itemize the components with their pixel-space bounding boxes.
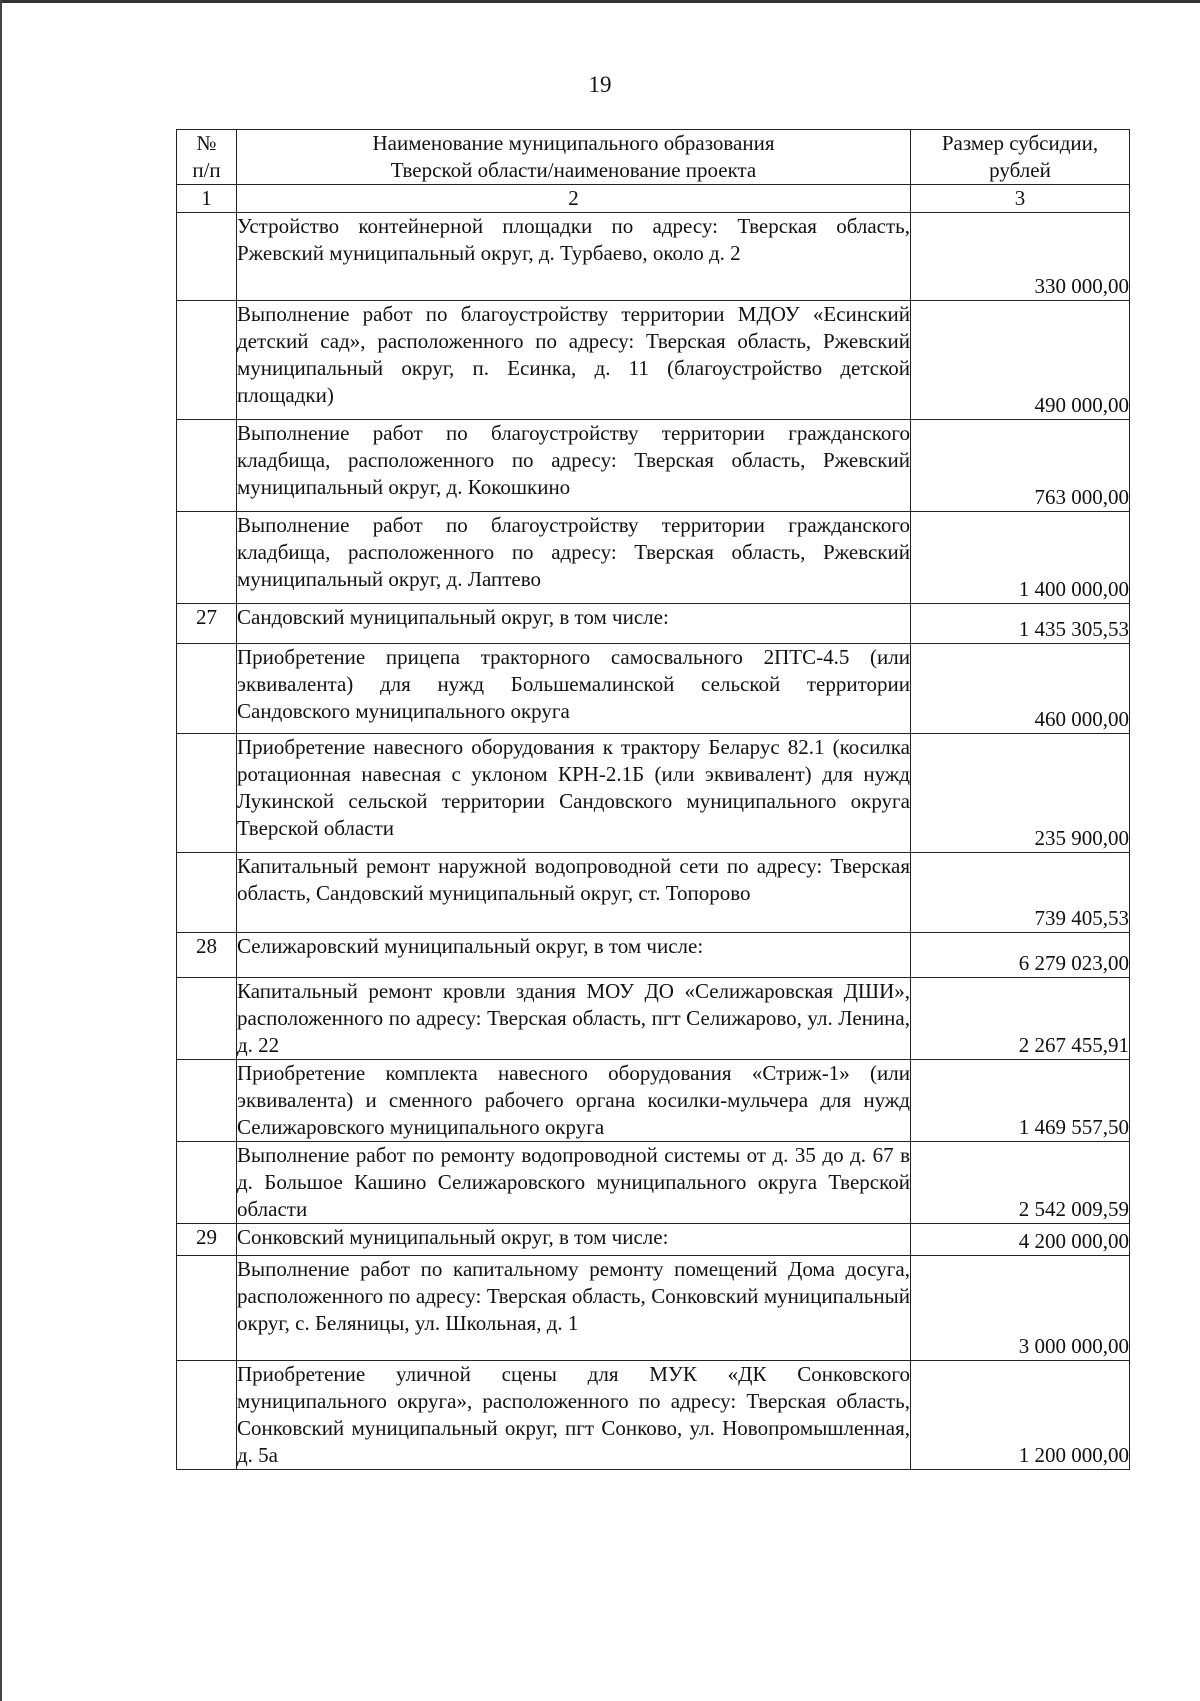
column-index-3: 3 [911, 185, 1130, 213]
row-amount: 2 267 455,91 [911, 978, 1130, 1060]
row-name: Выполнение работ по благоустройству территории МДОУ «Есинский детский сад», расположенного по адресу: Тверская область, Ржевский муниципальный округ, п. Есинка, д. 11 (благоустройство детской площадки) [237, 301, 911, 420]
row-amount: 1 200 000,00 [911, 1361, 1130, 1470]
row-number: 27 [177, 604, 237, 644]
row-amount: 1 435 305,53 [911, 604, 1130, 644]
row-number [177, 734, 237, 853]
row-name: Приобретение прицепа тракторного самосвального 2ПТС-4.5 (или эквивалента) для нужд Большемалинской сельской территории Сандовского муниципального округа [237, 644, 911, 734]
header-name-line2: Тверской области/наименование проекта [390, 158, 757, 182]
header-amount-line2: рублей [989, 158, 1051, 182]
header-number-line1: № [196, 131, 217, 155]
table-row [177, 933, 1130, 978]
row-name: Приобретение навесного оборудования к трактору Беларус 82.1 (косилка ротационная навесная с уклоном КРН-2.1Б (или эквивалент) для нужд Лукинской сельской территории Сандовского муниципального округа Тверской области [237, 734, 911, 853]
row-name: Капитальный ремонт наружной водопроводной сети по адресу: Тверская область, Сандовский муниципальный округ, ст. Топорово [237, 853, 911, 933]
row-number [177, 1361, 237, 1470]
scan-edge-left [0, 0, 2, 1701]
table-row [177, 512, 1130, 604]
scan-edge-top [0, 0, 1200, 3]
row-amount: 330 000,00 [911, 213, 1130, 301]
row-amount: 235 900,00 [911, 734, 1130, 853]
table-row [177, 734, 1130, 853]
row-name: Выполнение работ по благоустройству территории гражданского кладбища, расположенного по адресу: Тверская область, Ржевский муниципальный округ, д. Лаптево [237, 512, 911, 604]
row-name: Сандовский муниципальный округ, в том числе: [237, 604, 911, 644]
row-number [177, 213, 237, 301]
header-name [237, 130, 911, 185]
row-number [177, 420, 237, 512]
subsidy-table [176, 129, 1130, 1470]
row-name: Сонковский муниципальный округ, в том числе: [237, 1224, 911, 1256]
table-row [177, 1224, 1130, 1256]
header-number [177, 130, 237, 185]
table-row [177, 301, 1130, 420]
column-index-row [177, 185, 1130, 213]
row-number [177, 1256, 237, 1361]
header-number-line2: п/п [192, 158, 221, 182]
row-number: 29 [177, 1224, 237, 1256]
header-name-line1: Наименование муниципального образования [372, 131, 775, 155]
table-row [177, 1256, 1130, 1361]
row-amount: 4 200 000,00 [911, 1224, 1130, 1256]
header-amount-line1: Размер субсидии, [941, 131, 1099, 155]
row-number [177, 1060, 237, 1142]
row-name: Приобретение комплекта навесного оборудования «Стриж-1» (или эквивалента) и сменного рабочего органа косилки-мульчера для нужд Селижаровского муниципального округа [237, 1060, 911, 1142]
row-name: Выполнение работ по благоустройству территории гражданского кладбища, расположенного по адресу: Тверская область, Ржевский муниципальный округ, д. Кокошкино [237, 420, 911, 512]
row-amount: 460 000,00 [911, 644, 1130, 734]
table-row [177, 1361, 1130, 1470]
table-header-row [177, 130, 1130, 185]
row-number [177, 301, 237, 420]
row-name: Капитальный ремонт кровли здания МОУ ДО «Селижаровская ДШИ», расположенного по адресу: Тверская область, пгт Селижарово, ул. Ленина, д. 22 [237, 978, 911, 1060]
table-row [177, 644, 1130, 734]
row-number [177, 853, 237, 933]
row-amount: 3 000 000,00 [911, 1256, 1130, 1361]
row-number [177, 512, 237, 604]
table-row [177, 213, 1130, 301]
table-row [177, 978, 1130, 1060]
row-name: Устройство контейнерной площадки по адресу: Тверская область, Ржевский муниципальный округ, д. Турбаево, около д. 2 [237, 213, 911, 301]
column-index-2: 2 [237, 185, 911, 213]
row-number [177, 644, 237, 734]
table-row [177, 420, 1130, 512]
row-amount: 1 469 557,50 [911, 1060, 1130, 1142]
row-name: Селижаровский муниципальный округ, в том числе: [237, 933, 911, 978]
table-row [177, 1142, 1130, 1224]
table-row [177, 1060, 1130, 1142]
column-index-1: 1 [177, 185, 237, 213]
row-name: Приобретение уличной сцены для МУК «ДК Сонковского муниципального округа», расположенного по адресу: Тверская область, Сонковский муниципальный округ, пгт Сонково, ул. Новопромышленная, д. 5а [237, 1361, 911, 1470]
row-number [177, 978, 237, 1060]
row-number: 28 [177, 933, 237, 978]
page-number: 19 [588, 72, 612, 97]
row-amount: 6 279 023,00 [911, 933, 1130, 978]
row-amount: 2 542 009,59 [911, 1142, 1130, 1224]
row-name: Выполнение работ по капитальному ремонту помещений Дома досуга, расположенного по адресу: Тверская область, Сонковский муниципальный округ, с. Беляницы, ул. Школьная, д. 1 [237, 1256, 911, 1361]
table-row [177, 604, 1130, 644]
row-amount: 1 400 000,00 [911, 512, 1130, 604]
row-amount: 490 000,00 [911, 301, 1130, 420]
row-number [177, 1142, 237, 1224]
header-amount [911, 130, 1130, 185]
row-name: Выполнение работ по ремонту водопроводной системы от д. 35 до д. 67 в д. Большое Кашино Селижаровского муниципального округа Тверской области [237, 1142, 911, 1224]
row-amount: 763 000,00 [911, 420, 1130, 512]
row-amount: 739 405,53 [911, 853, 1130, 933]
table-row [177, 853, 1130, 933]
